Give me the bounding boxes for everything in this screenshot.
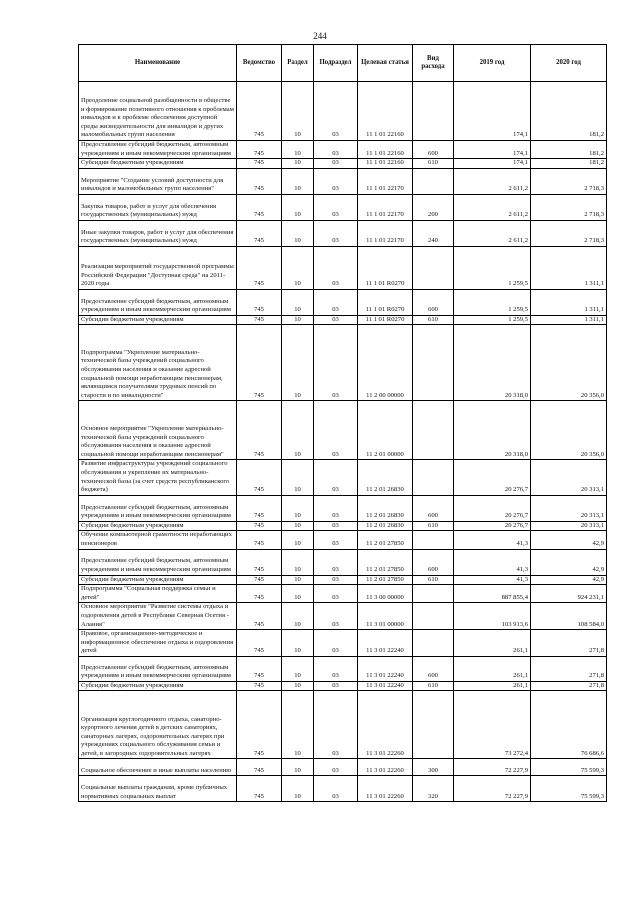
row-year-2020: 271,8 [531, 656, 607, 681]
row-podrazdel: 03 [314, 521, 358, 531]
row-podrazdel: 03 [314, 460, 358, 495]
row-vedomstvo: 745 [237, 575, 282, 585]
row-name: Предоставление субсидий бюджетным, автономным учреждениям и иным некоммерческим организациям [79, 549, 237, 575]
row-expense-type: 600 [413, 289, 454, 315]
row-vedomstvo: 745 [237, 681, 282, 691]
row-razdel: 10 [282, 603, 314, 630]
row-target-article: 11 3 01 22240 [358, 630, 413, 657]
row-target-article: 11 2 01 27850 [358, 531, 413, 549]
row-expense-type: 610 [413, 681, 454, 691]
row-year-2019: 20 318,0 [454, 325, 531, 401]
row-target-article: 11 2 01 26830 [358, 521, 413, 531]
table-row [79, 141, 607, 159]
row-year-2019: 20 276,7 [454, 460, 531, 495]
table-row [79, 630, 607, 657]
row-year-2020: 20 356,0 [531, 401, 607, 460]
table-row [79, 246, 607, 289]
row-vedomstvo: 745 [237, 759, 282, 776]
row-year-2019: 41,3 [454, 549, 531, 575]
row-razdel: 10 [282, 521, 314, 531]
row-podrazdel: 03 [314, 315, 358, 325]
row-expense-type: 240 [413, 220, 454, 246]
row-vedomstvo: 745 [237, 220, 282, 246]
row-year-2019: 174,1 [454, 82, 531, 141]
row-year-2019: 887 855,4 [454, 585, 531, 603]
row-target-article: 11 1 01 R0270 [358, 315, 413, 325]
row-vedomstvo: 745 [237, 82, 282, 141]
row-name: Субсидии бюджетным учреждениям [79, 681, 237, 691]
row-target-article: 11 1 01 22160 [358, 82, 413, 141]
row-year-2019: 20 276,7 [454, 495, 531, 521]
row-name: Социальные выплаты гражданам, кроме публичных нормативных социальных выплат [79, 776, 237, 802]
row-year-2020: 271,8 [531, 630, 607, 657]
row-razdel: 10 [282, 630, 314, 657]
row-podrazdel: 03 [314, 603, 358, 630]
row-year-2019: 2 611,2 [454, 168, 531, 194]
row-vedomstvo: 745 [237, 521, 282, 531]
row-name: Иные закупки товаров, работ и услуг для обеспечения государственных (муниципальных) нужд [79, 220, 237, 246]
row-podrazdel: 03 [314, 159, 358, 169]
row-podrazdel: 03 [314, 656, 358, 681]
table-row [79, 159, 607, 169]
row-expense-type: 200 [413, 194, 454, 220]
row-name: Развитие инфраструктуры учреждений социального обслуживания и укрепление их материально-технической базы (за счет средств республиканского бюджета) [79, 460, 237, 495]
row-year-2020: 924 231,1 [531, 585, 607, 603]
row-expense-type: 600 [413, 549, 454, 575]
row-podrazdel: 03 [314, 325, 358, 401]
row-name: Организация круглогодичного отдыха, санаторно-курортного лечения детей в детских санаториях, санаторных лагерях, оздоровительных лагерях при учреждениях социального обслуживания семьи и детей, в загородных оздоровительных лагерях [79, 691, 237, 759]
row-year-2020: 2 718,3 [531, 194, 607, 220]
row-year-2020: 1 311,1 [531, 289, 607, 315]
row-name: Основное мероприятие "Укрепление материально-технической базы учреждений социального обслуживания населения и оказание адресной социальной помощи неработающим пенсионерам" [79, 401, 237, 460]
row-expense-type: 600 [413, 656, 454, 681]
row-name: Субсидии бюджетным учреждениям [79, 315, 237, 325]
row-year-2020: 1 311,1 [531, 315, 607, 325]
row-target-article: 11 3 01 22240 [358, 681, 413, 691]
table-row [79, 521, 607, 531]
table-row [79, 82, 607, 141]
row-razdel: 10 [282, 401, 314, 460]
row-name: Преодоление социальной разобщенности в обществе и формирование позитивного отношения к проблемам инвалидов и к проблеме обеспечения доступной среды жизнедеятельности для инвалидов и других маломобильных групп населения [79, 82, 237, 141]
row-vedomstvo: 745 [237, 194, 282, 220]
row-year-2019: 1 259,5 [454, 289, 531, 315]
row-name: Подпрограмма "Социальная поддержка семьи и детей" [79, 585, 237, 603]
row-podrazdel: 03 [314, 575, 358, 585]
row-year-2019: 261,1 [454, 681, 531, 691]
row-razdel: 10 [282, 495, 314, 521]
row-razdel: 10 [282, 585, 314, 603]
row-razdel: 10 [282, 289, 314, 315]
row-name: Предоставление субсидий бюджетным, автономным учреждениям и иным некоммерческим организациям [79, 656, 237, 681]
row-razdel: 10 [282, 691, 314, 759]
header-name: Наименование [79, 45, 237, 82]
row-vedomstvo: 745 [237, 656, 282, 681]
header-year-2019: 2019 год [454, 45, 531, 82]
row-expense-type [413, 630, 454, 657]
row-year-2019: 72 227,9 [454, 776, 531, 802]
row-podrazdel: 03 [314, 401, 358, 460]
row-expense-type [413, 246, 454, 289]
table-row [79, 460, 607, 495]
table-row [79, 603, 607, 630]
row-target-article: 11 3 01 22240 [358, 656, 413, 681]
header-expense-type: Вид расхода [413, 45, 454, 82]
row-name: Социальное обеспечение и иные выплаты населению [79, 759, 237, 776]
row-podrazdel: 03 [314, 82, 358, 141]
row-vedomstvo: 745 [237, 401, 282, 460]
row-year-2020: 2 718,3 [531, 220, 607, 246]
row-name: Предоставление субсидий бюджетным, автономным учреждениям и иным некоммерческим организациям [79, 495, 237, 521]
row-podrazdel: 03 [314, 141, 358, 159]
row-target-article: 11 3 00 00000 [358, 585, 413, 603]
row-podrazdel: 03 [314, 776, 358, 802]
row-razdel: 10 [282, 194, 314, 220]
row-year-2019: 261,1 [454, 656, 531, 681]
table-row [79, 325, 607, 401]
row-year-2019: 20 318,0 [454, 401, 531, 460]
row-razdel: 10 [282, 168, 314, 194]
row-year-2019: 1 259,5 [454, 315, 531, 325]
row-target-article: 11 2 00 00000 [358, 325, 413, 401]
table-row [79, 691, 607, 759]
row-podrazdel: 03 [314, 691, 358, 759]
table-row [79, 220, 607, 246]
row-razdel: 10 [282, 549, 314, 575]
table-row [79, 168, 607, 194]
row-expense-type: 600 [413, 141, 454, 159]
table-row [79, 549, 607, 575]
row-target-article: 11 1 01 22160 [358, 159, 413, 169]
row-razdel: 10 [282, 575, 314, 585]
table-row [79, 585, 607, 603]
row-name: Обучение компьютерной грамотности неработающих пенсионеров [79, 531, 237, 549]
row-year-2020: 2 718,3 [531, 168, 607, 194]
header-razdel: Раздел [282, 45, 314, 82]
row-year-2020: 181,2 [531, 159, 607, 169]
row-podrazdel: 03 [314, 549, 358, 575]
row-razdel: 10 [282, 159, 314, 169]
row-year-2020: 20 313,1 [531, 495, 607, 521]
row-razdel: 10 [282, 246, 314, 289]
row-expense-type [413, 168, 454, 194]
row-target-article: 11 1 01 22160 [358, 141, 413, 159]
row-target-article: 11 1 01 22170 [358, 220, 413, 246]
row-name: Закупка товаров, работ и услуг для обеспечения государственных (муниципальных) нужд [79, 194, 237, 220]
table-row [79, 759, 607, 776]
row-year-2019: 261,1 [454, 630, 531, 657]
row-podrazdel: 03 [314, 495, 358, 521]
table-row [79, 776, 607, 802]
row-vedomstvo: 745 [237, 325, 282, 401]
row-vedomstvo: 745 [237, 549, 282, 575]
row-expense-type [413, 401, 454, 460]
row-vedomstvo: 745 [237, 776, 282, 802]
row-expense-type [413, 325, 454, 401]
row-expense-type: 600 [413, 495, 454, 521]
row-expense-type: 300 [413, 759, 454, 776]
row-name: Субсидии бюджетным учреждениям [79, 159, 237, 169]
row-expense-type [413, 691, 454, 759]
row-target-article: 11 2 01 27850 [358, 575, 413, 585]
table-row [79, 575, 607, 585]
row-expense-type [413, 585, 454, 603]
row-expense-type: 610 [413, 315, 454, 325]
header-podrazdel: Подраздел [314, 45, 358, 82]
row-razdel: 10 [282, 141, 314, 159]
row-expense-type [413, 531, 454, 549]
row-target-article: 11 2 01 27850 [358, 549, 413, 575]
row-year-2020: 271,8 [531, 681, 607, 691]
row-podrazdel: 03 [314, 289, 358, 315]
row-podrazdel: 03 [314, 246, 358, 289]
row-razdel: 10 [282, 315, 314, 325]
row-target-article: 11 2 01 26830 [358, 495, 413, 521]
row-target-article: 11 3 01 22260 [358, 776, 413, 802]
row-year-2019: 72 227,9 [454, 759, 531, 776]
row-year-2019: 2 611,2 [454, 220, 531, 246]
header-row [79, 45, 607, 82]
row-target-article: 11 1 01 22170 [358, 194, 413, 220]
row-expense-type [413, 82, 454, 141]
row-year-2020: 1 311,1 [531, 246, 607, 289]
row-name: Субсидии бюджетным учреждениям [79, 575, 237, 585]
row-vedomstvo: 745 [237, 246, 282, 289]
row-expense-type [413, 460, 454, 495]
row-target-article: 11 3 01 00000 [358, 603, 413, 630]
row-name: Субсидии бюджетным учреждениям [79, 521, 237, 531]
row-name: Основное мероприятие "Развитие системы отдыха и оздоровления детей в Республике Северная Осетия - Алания" [79, 603, 237, 630]
row-vedomstvo: 745 [237, 460, 282, 495]
table-row [79, 289, 607, 315]
row-year-2019: 2 611,2 [454, 194, 531, 220]
row-year-2020: 75 599,3 [531, 759, 607, 776]
table-row [79, 401, 607, 460]
header-year-2020: 2020 год [531, 45, 607, 82]
row-year-2020: 108 584,0 [531, 603, 607, 630]
table-row [79, 531, 607, 549]
row-razdel: 10 [282, 776, 314, 802]
row-podrazdel: 03 [314, 531, 358, 549]
row-podrazdel: 03 [314, 194, 358, 220]
row-year-2020: 20 313,1 [531, 460, 607, 495]
row-year-2019: 20 276,7 [454, 521, 531, 531]
row-vedomstvo: 745 [237, 495, 282, 521]
row-razdel: 10 [282, 759, 314, 776]
row-year-2020: 181,2 [531, 141, 607, 159]
row-year-2020: 20 313,1 [531, 521, 607, 531]
row-target-article: 11 3 01 22260 [358, 691, 413, 759]
row-year-2019: 103 913,6 [454, 603, 531, 630]
table-row [79, 656, 607, 681]
row-vedomstvo: 745 [237, 315, 282, 325]
budget-table [78, 44, 607, 802]
row-year-2019: 174,1 [454, 159, 531, 169]
row-target-article: 11 3 01 22260 [358, 759, 413, 776]
row-razdel: 10 [282, 656, 314, 681]
page-number: 244 [313, 31, 327, 41]
row-year-2020: 42,9 [531, 549, 607, 575]
table-row [79, 315, 607, 325]
row-year-2020: 42,9 [531, 575, 607, 585]
row-year-2019: 1 259,5 [454, 246, 531, 289]
row-name: Правовое, организационно-методическое и информационное обеспечение отдыха и оздоровления детей [79, 630, 237, 657]
row-podrazdel: 03 [314, 630, 358, 657]
row-year-2020: 76 686,6 [531, 691, 607, 759]
row-podrazdel: 03 [314, 220, 358, 246]
row-expense-type [413, 603, 454, 630]
row-razdel: 10 [282, 325, 314, 401]
row-name: Реализация мероприятий государственной программы Российской Федерации "Доступная среда" на 2011-2020 годы [79, 246, 237, 289]
row-razdel: 10 [282, 531, 314, 549]
header-target-article: Целевая статья [358, 45, 413, 82]
row-razdel: 10 [282, 220, 314, 246]
row-podrazdel: 03 [314, 759, 358, 776]
row-target-article: 11 2 01 00000 [358, 401, 413, 460]
row-vedomstvo: 745 [237, 603, 282, 630]
row-year-2019: 174,1 [454, 141, 531, 159]
row-razdel: 10 [282, 460, 314, 495]
row-name: Предоставление субсидий бюджетным, автономным учреждениям и иным некоммерческим организациям [79, 141, 237, 159]
row-podrazdel: 03 [314, 681, 358, 691]
row-razdel: 10 [282, 82, 314, 141]
row-year-2019: 73 272,4 [454, 691, 531, 759]
row-year-2020: 42,9 [531, 531, 607, 549]
row-target-article: 11 2 01 26830 [358, 460, 413, 495]
row-expense-type: 320 [413, 776, 454, 802]
row-podrazdel: 03 [314, 585, 358, 603]
header-vedomstvo: Ведомство [237, 45, 282, 82]
row-year-2020: 20 356,0 [531, 325, 607, 401]
row-target-article: 11 1 01 22170 [358, 168, 413, 194]
row-name: Подпрограмма "Укрепление материально-технической базы учреждений социального обслуживания населения и оказание адресной социальной помощи неработающим пенсионерам, являющимся получателями трудовых пенсий по старости и по инвалидности" [79, 325, 237, 401]
row-target-article: 11 1 01 R0270 [358, 289, 413, 315]
table-row [79, 194, 607, 220]
table-row [79, 681, 607, 691]
row-vedomstvo: 745 [237, 691, 282, 759]
row-expense-type: 610 [413, 575, 454, 585]
row-year-2020: 181,2 [531, 82, 607, 141]
row-vedomstvo: 745 [237, 630, 282, 657]
row-expense-type: 610 [413, 521, 454, 531]
row-target-article: 11 1 01 R0270 [358, 246, 413, 289]
row-year-2019: 41,3 [454, 575, 531, 585]
row-vedomstvo: 745 [237, 531, 282, 549]
row-vedomstvo: 745 [237, 168, 282, 194]
row-year-2019: 41,3 [454, 531, 531, 549]
row-vedomstvo: 745 [237, 289, 282, 315]
row-podrazdel: 03 [314, 168, 358, 194]
row-year-2020: 75 599,3 [531, 776, 607, 802]
row-name: Мероприятие "Создание условий доступности для инвалидов и маломобильных групп населения" [79, 168, 237, 194]
row-vedomstvo: 745 [237, 585, 282, 603]
row-vedomstvo: 745 [237, 159, 282, 169]
row-expense-type: 610 [413, 159, 454, 169]
row-razdel: 10 [282, 681, 314, 691]
table-row [79, 495, 607, 521]
row-name: Предоставление субсидий бюджетным, автономным учреждениям и иным некоммерческим организациям [79, 289, 237, 315]
row-vedomstvo: 745 [237, 141, 282, 159]
